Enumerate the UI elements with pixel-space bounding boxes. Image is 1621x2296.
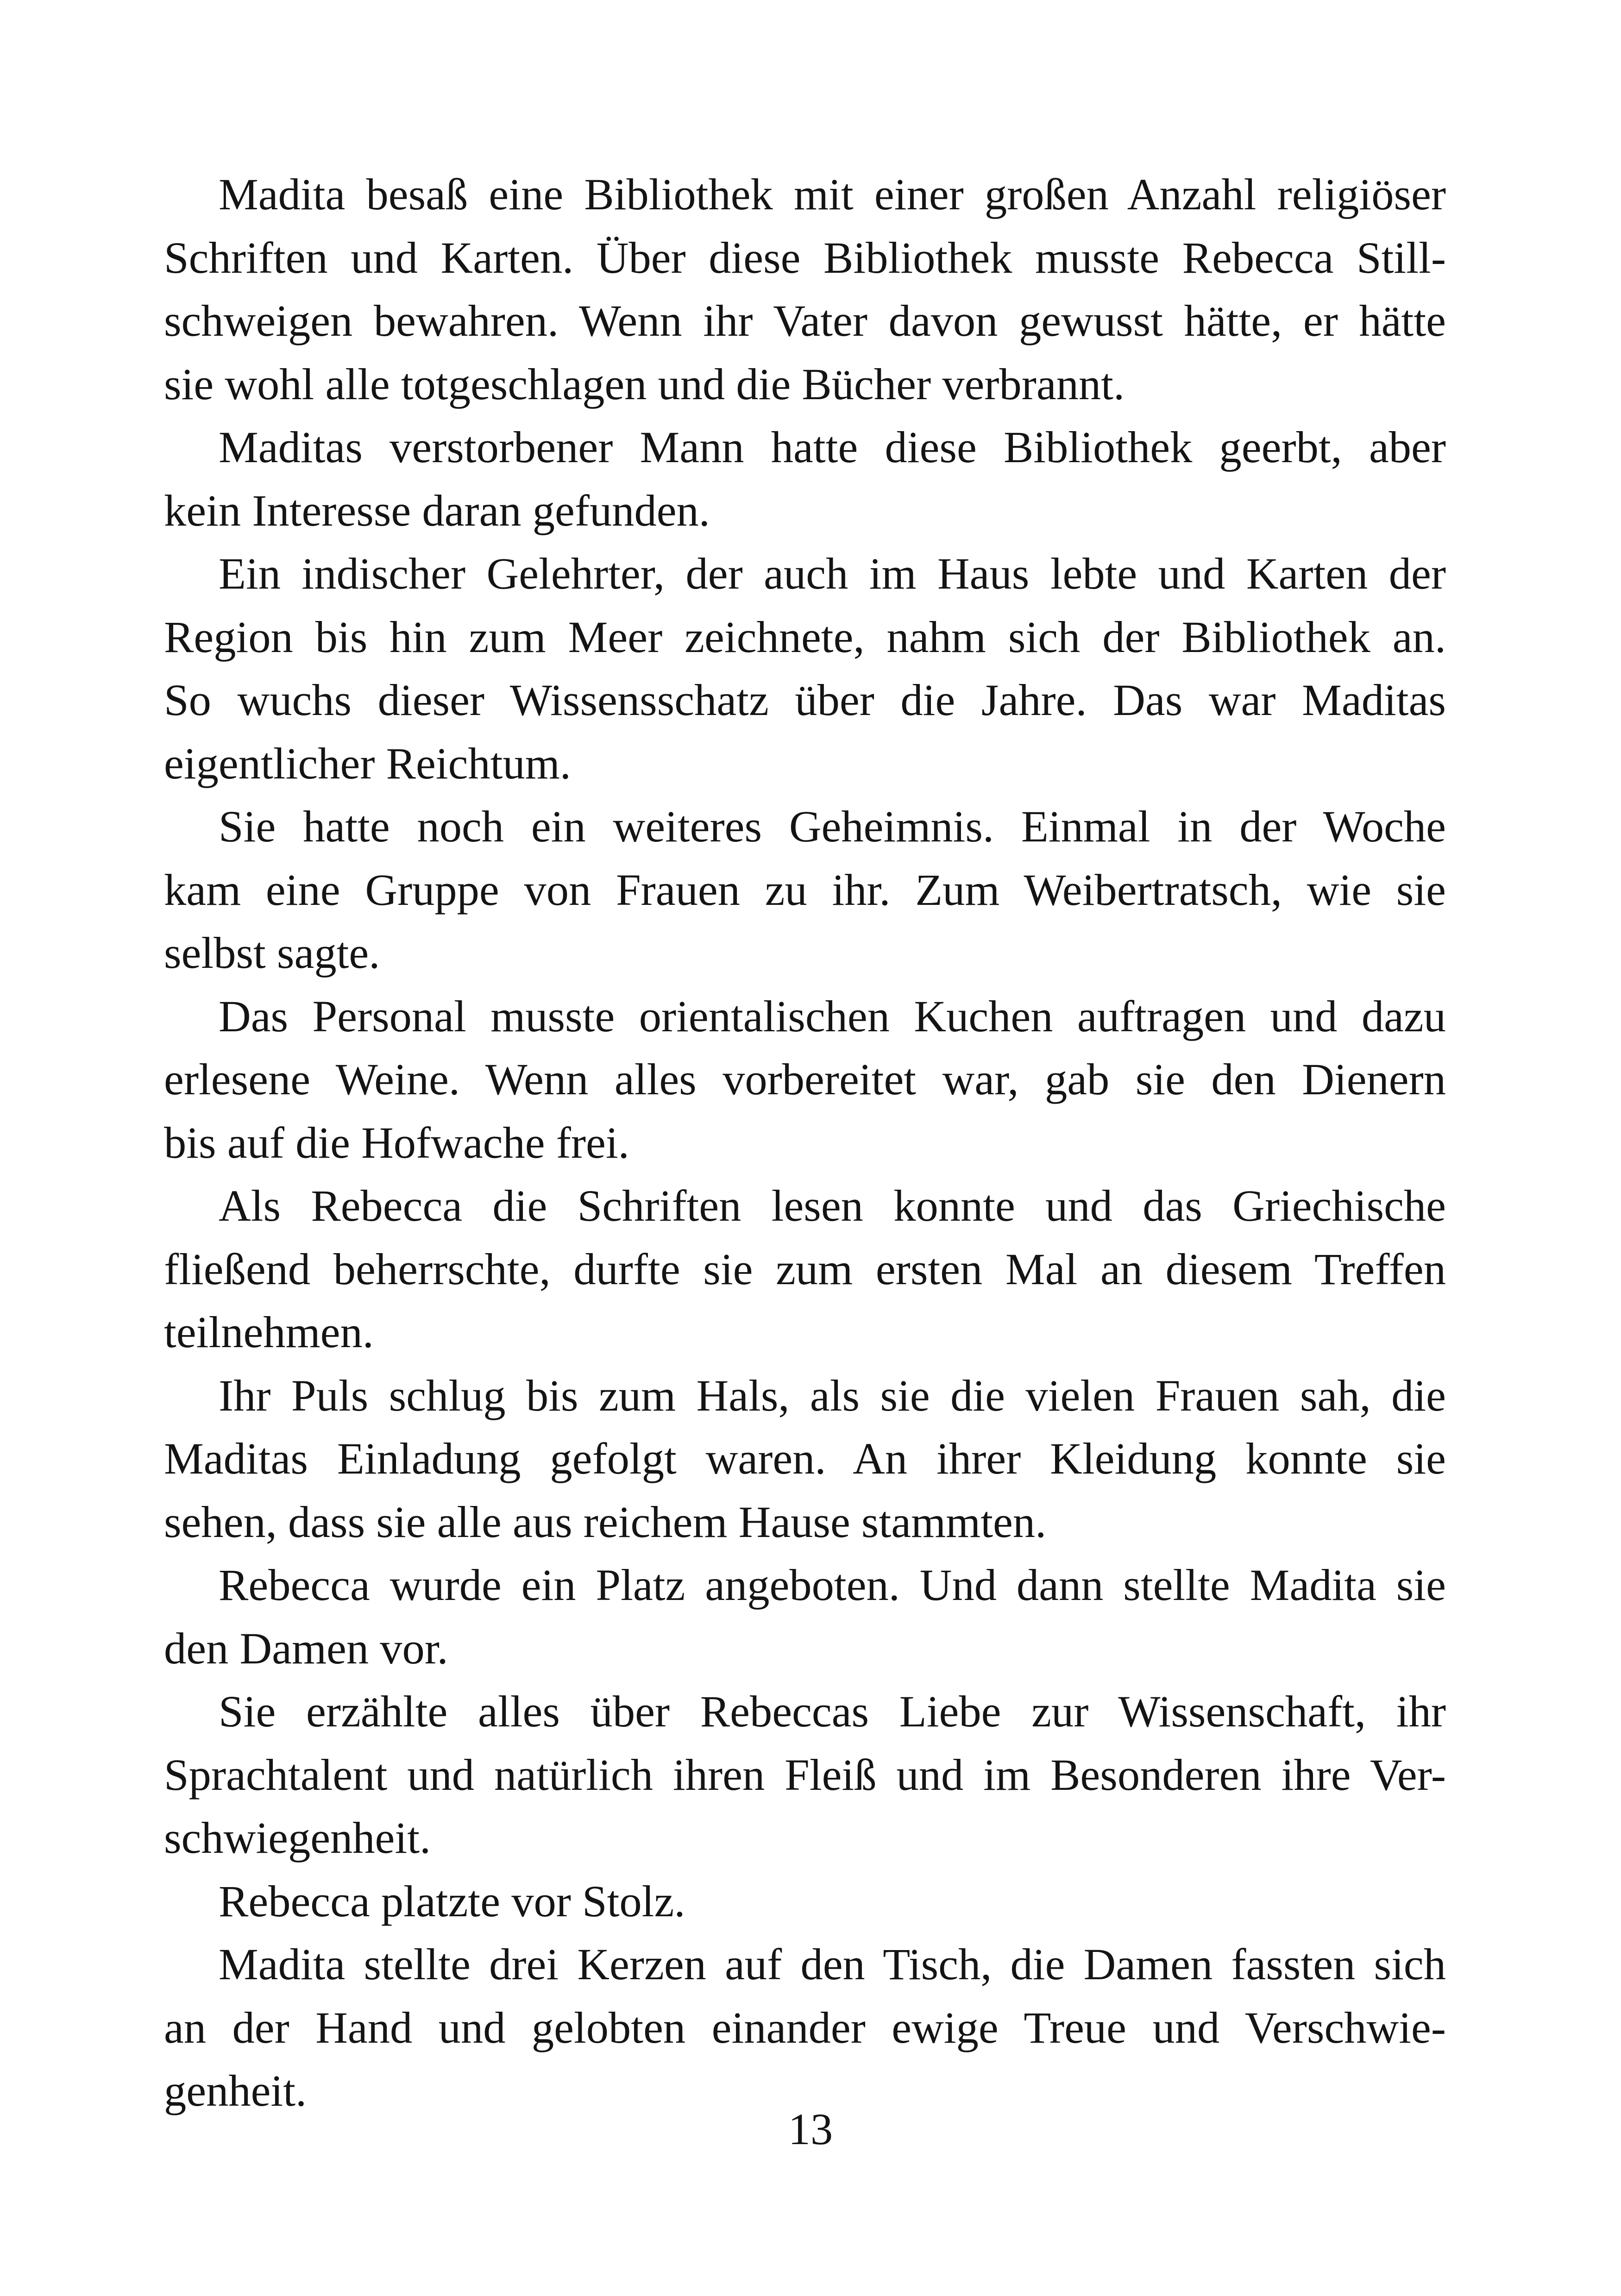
text-line: Das Personal musste orientalischen Kuchen auftragen und dazu (219, 991, 1446, 1041)
text-line: Schriften und Karten. Über diese Bibliothek musste Rebecca Still- (164, 232, 1446, 282)
text-line: Region bis hin zum Meer zeichnete, nahm sich der Bibliothek an. (164, 612, 1446, 662)
text-line: schwiegenheit. (164, 1813, 431, 1863)
text-line: Rebecca wurde ein Platz angeboten. Und dann stellte Madita sie (219, 1560, 1446, 1610)
paragraph (164, 1174, 1446, 1364)
text-line: schweigen bewahren. Wenn ihr Vater davon gewusst hätte, er hätte (164, 296, 1446, 345)
text-line: Ein indischer Gelehrter, der auch im Haus lebte und Karten der (219, 549, 1446, 598)
paragraph (164, 1364, 1446, 1554)
body-text (164, 163, 1446, 2123)
text-line: Ihr Puls schlug bis zum Hals, als sie die vielen Frauen sah, die (219, 1370, 1446, 1420)
text-line: Maditas Einladung gefolgt waren. An ihrer Kleidung konnte sie (164, 1434, 1446, 1483)
text-line: teilnehmen. (164, 1307, 374, 1357)
paragraph (164, 985, 1446, 1175)
text-line: Sie erzählte alles über Rebeccas Liebe zur Wissenschaft, ihr (219, 1687, 1446, 1736)
text-line: Als Rebecca die Schriften lesen konnte und das Griechische (219, 1181, 1446, 1230)
text-line: Madita stellte drei Kerzen auf den Tisch, die Damen fassten sich (219, 1939, 1446, 1989)
paragraph (164, 1680, 1446, 1870)
paragraph (164, 1933, 1446, 2123)
paragraph (164, 542, 1446, 795)
text-line: Madita besaß eine Bibliothek mit einer großen Anzahl religiöser (219, 169, 1446, 219)
page-number: 13 (788, 2104, 833, 2154)
paragraph (164, 163, 1446, 416)
paragraph (164, 416, 1446, 542)
text-line: genheit. (164, 2066, 307, 2115)
text-line: Sie hatte noch ein weiteres Geheimnis. Einmal in der Woche (219, 802, 1446, 851)
text-line: den Damen vor. (164, 1623, 448, 1673)
text-line: sehen, dass sie alle aus reichem Hause stammten. (164, 1497, 1047, 1547)
text-line: fließend beherrschte, durfte sie zum ersten Mal an diesem Treffen (164, 1244, 1446, 1294)
text-line: an der Hand und gelobten einander ewige Treue und Verschwie- (164, 2002, 1446, 2052)
paragraph (164, 1870, 1446, 1933)
paragraph (164, 1554, 1446, 1680)
text-line: bis auf die Hofwache frei. (164, 1117, 629, 1167)
text-line: kam eine Gruppe von Frauen zu ihr. Zum Weibertratsch, wie sie (164, 865, 1446, 915)
text-line: erlesene Weine. Wenn alles vorbereitet war, gab sie den Dienern (164, 1054, 1446, 1104)
text-line: selbst sagte. (164, 928, 380, 978)
paragraph (164, 795, 1446, 985)
text-line: Rebecca platzte vor Stolz. (219, 1876, 685, 1926)
text-line: kein Interesse daran gefunden. (164, 485, 710, 535)
text-line: Maditas verstorbener Mann hatte diese Bibliothek geerbt, aber (219, 422, 1446, 472)
text-line: So wuchs dieser Wissensschatz über die Jahre. Das war Maditas (164, 675, 1446, 725)
text-line: Sprachtalent und natürlich ihren Fleiß und im Besonderen ihre Ver- (164, 1750, 1446, 1800)
text-line: eigentlicher Reichtum. (164, 738, 571, 788)
text-line: sie wohl alle totgeschlagen und die Bücher verbrannt. (164, 359, 1125, 409)
